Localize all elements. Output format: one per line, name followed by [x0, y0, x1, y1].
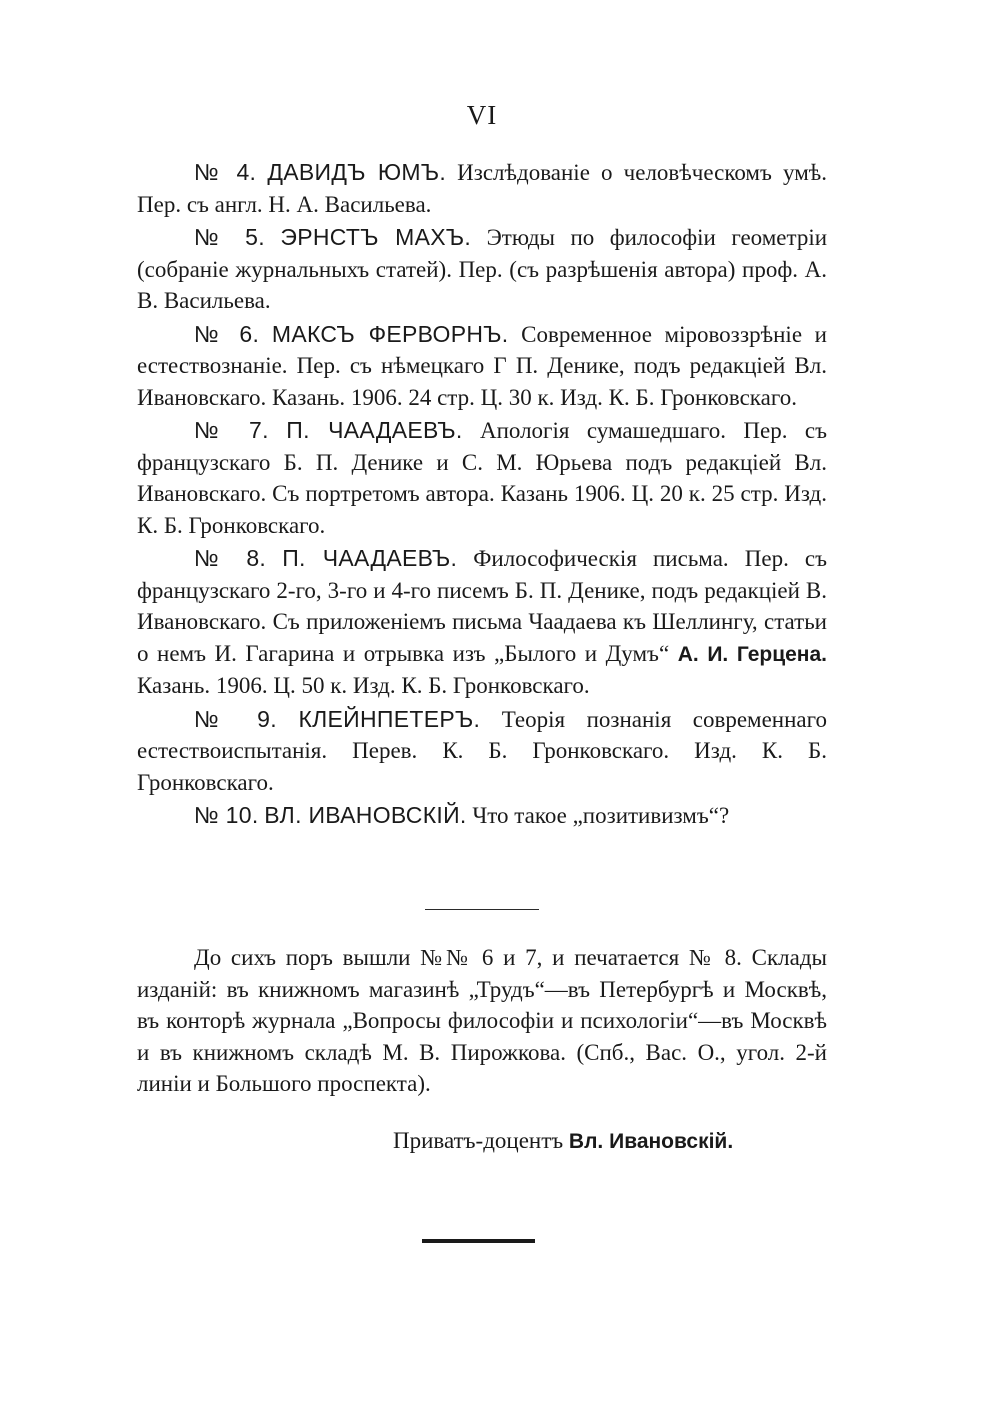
availability-notice: До сихъ поръ вышли №№ 6 и 7, и печатается № 8. Склады изданій: въ книжномъ магазинѣ „Трудъ“—въ Петербургѣ и Москвѣ, въ конторѣ журнала „Вопросы философіи и психологіи“—въ Москвѣ и въ книжномъ складѣ М. В. Пирожкова. (Спб., Вас. О., угол. 2-й линіи и Большого проспекта).	[137, 945, 827, 1096]
entry-number: № 4.	[194, 159, 257, 185]
book-page	[137, 0, 827, 1418]
signature	[393, 1125, 733, 1157]
entry-author: П. ЧААДАЕВЪ.	[282, 545, 458, 571]
signature-name: Вл. Ивановскій.	[568, 1130, 734, 1153]
entry-description: Современное міровоззрѣніе и естествознаніе. Пер. съ нѣмецкаго Г П. Денике, подъ редакціей Вл. Ивановскаго. Казань. 1906. 24 стр. Ц. 30 к. Изд. К. Б. Гронковскаго.	[137, 321, 827, 410]
entry-description: Этюды по философіи геометріи (собраніе журнальныхъ статей). Пер. (съ разрѣшенія автора) проф. А. В. Васильева.	[137, 225, 828, 313]
entry-author: ДАВИДЪ ЮМЪ.	[267, 159, 447, 185]
publication-list	[137, 157, 827, 834]
signature-title: Приватъ-доцентъ	[393, 1128, 564, 1153]
entry-description: Что такое „позитивизмъ“?	[472, 803, 730, 828]
entry-author: ВЛ. ИВАНОВСКІЙ.	[264, 802, 467, 828]
end-rule	[422, 1239, 535, 1243]
entry-description: Теорія познанія современнаго естествоиспытанія. Перев. К. Б. Гронковскаго. Изд. К. Б. Гронковскаго.	[137, 706, 827, 795]
section-divider	[425, 909, 539, 910]
entry-number: № 6.	[194, 320, 260, 347]
entry-author: ЭРНСТЪ МАХЪ.	[280, 224, 472, 250]
entry-highlighted-author: А. И. Герцена.	[677, 642, 827, 666]
list-item	[137, 543, 827, 702]
entry-description: Философическія письма. Пер. съ французскаго 2-го, 3-го и 4-го писемъ Б. П. Денике, подъ редакціей В. Ивановскаго. Съ приложеніемъ письма Чаадаева къ Шеллингу, статьи о немъ И. Гагарина и отрывка изъ „Былого и Думъ“	[137, 546, 828, 666]
entry-description: Апологія сумашедшаго. Пер. съ французскаго Б. П. Денике и С. М. Юрьева подъ редакціей Вл. Ивановскаго. Съ портретомъ автора. Казань 1906. Ц. 20 к. 25 стр. Изд. К. Б. Гронковскаго.	[137, 418, 827, 538]
entry-author: КЛЕЙНПЕТЕРЪ.	[298, 705, 481, 732]
list-item	[137, 800, 827, 832]
entry-number: № 5.	[194, 224, 265, 250]
list-item	[137, 704, 827, 799]
entry-number: № 8.	[194, 545, 267, 571]
entry-number: № 10.	[194, 802, 259, 828]
list-item	[137, 319, 827, 414]
page-number: VI	[466, 100, 498, 130]
entry-author: МАКСЪ ФЕРВОРНЪ.	[271, 320, 509, 347]
list-item	[137, 222, 827, 317]
list-item	[137, 157, 827, 220]
entry-number: № 7.	[194, 417, 269, 443]
entry-description: Изслѣдованіе о человѣческомъ умѣ. Пер. съ англ. Н. А. Васильева.	[137, 160, 827, 217]
entry-description-end: Казань. 1906. Ц. 50 к. Изд. К. Б. Гронковскаго.	[137, 673, 590, 698]
list-item	[137, 415, 827, 541]
entry-author: П. ЧААДАЕВЪ.	[286, 417, 463, 443]
entry-number: № 9.	[194, 705, 277, 732]
